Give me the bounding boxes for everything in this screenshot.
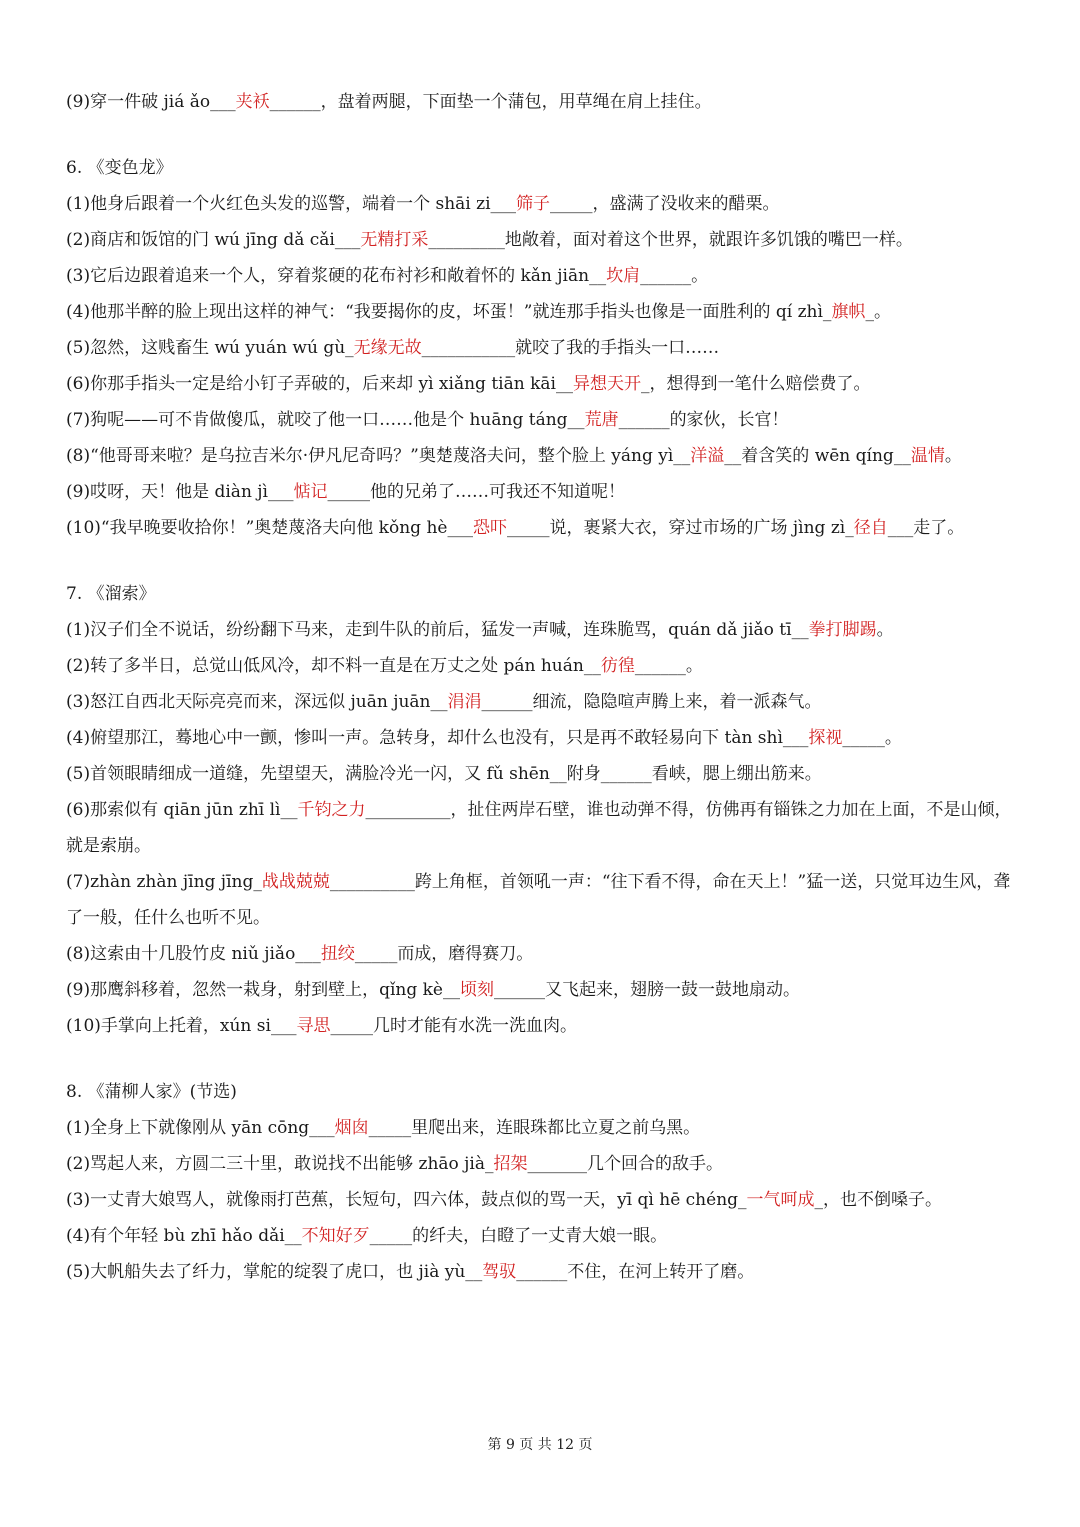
exercise-item: (2)商店和饭馆的门 wú jīng dǎ cǎi___无精打采_________地敞着，面对着这个世界，就跟许多饥饿的嘴巴一样。 bbox=[66, 230, 913, 250]
exercise-item: (6)那索似有 qiān jūn zhī lì__千钧之力__________，扯住两岸石壁，谁也动弹不得，仿佛再有锱铢之力加在上面，不是山倾，就是索崩。 bbox=[66, 800, 1012, 856]
section-title: 6. 《变色龙》 bbox=[66, 158, 173, 178]
answer-text: 招架 bbox=[493, 1154, 528, 1174]
exercise-item: (3)一丈青大娘骂人，就像雨打芭蕉，长短句，四六体，鼓点似的骂一天，yī qì hē chéng_一气呵成_，也不倒嗓子。 bbox=[66, 1190, 943, 1210]
page-footer: 第 9 页 共 12 页 bbox=[487, 1437, 593, 1453]
answer-text: 顷刻 bbox=[460, 980, 494, 1000]
answer-text: 彷徨 bbox=[600, 656, 635, 676]
answer-text: 战战兢兢 bbox=[261, 872, 330, 892]
answer-text: 温情 bbox=[910, 446, 945, 466]
answer-text: 拳打脚踢 bbox=[808, 620, 877, 640]
answer-text: 惦记 bbox=[293, 482, 328, 502]
answer-text: 扭绞 bbox=[320, 944, 355, 964]
section-title: 8. 《蒲柳人家》(节选) bbox=[66, 1082, 237, 1102]
exercise-item: (1)汉子们全不说话，纷纷翻下马来，走到牛队的前后，猛发一声喊，连珠脆骂，quán dǎ jiǎo tī__拳打脚踢。 bbox=[66, 620, 894, 640]
section bbox=[66, 576, 1018, 1044]
exercise-item: (5)忽然，这贱畜生 wú yuán wú gù_无缘无故___________就咬了我的手指头一口…… bbox=[66, 338, 720, 358]
exercise-item: (1)他身后跟着一个火红色头发的巡警，端着一个 shāi zi___筛子_____，盛满了没收来的醋栗。 bbox=[66, 194, 780, 214]
exercise-item: (9)穿一件破 jiá ǎo___夹袄______，盘着两腿，下面垫一个蒲包，用草绳在肩上挂住。 bbox=[66, 92, 712, 112]
exercise-item: (3)它后边跟着追来一个人，穿着浆硬的花布衬衫和敞着怀的 kǎn jiān__坎肩______。 bbox=[66, 266, 709, 286]
answer-text: 无精打采 bbox=[360, 230, 429, 250]
exercise-item: (5)大帆船失去了纤力，掌舵的绽裂了虎口，也 jià yù__驾驭______不住，在河上转开了磨。 bbox=[66, 1262, 755, 1282]
exercise-item: (5)首领眼睛细成一道缝，先望望天，满脸冷光一闪，又 fǔ shēn__附身______看峡，腮上绷出筋来。 bbox=[66, 764, 822, 784]
exercise-item: (9)哎呀，天！他是 diàn jì___惦记_____他的兄弟了……可我还不知道呢！ bbox=[66, 482, 625, 502]
section-title: 7. 《溜索》 bbox=[66, 584, 156, 604]
exercise-item: (4)他那半醉的脸上现出这样的神气：“我要揭你的皮，坏蛋！”就连那手指头也像是一面胜利的 qí zhì_旗帜_。 bbox=[66, 302, 891, 322]
answer-text: 驾驭 bbox=[482, 1262, 517, 1282]
answer-text: 烟囱 bbox=[334, 1118, 369, 1138]
section bbox=[66, 1074, 1018, 1290]
exercise-item: (4)有个年轻 bù zhī hǎo dǎi__不知好歹_____的纤夫，白瞪了一丈青大娘一眼。 bbox=[66, 1226, 668, 1246]
exercise-item: (8)“他哥哥来啦？是乌拉吉米尔·伊凡尼奇吗？”奥楚蔑洛夫问，整个脸上 yáng yì__洋溢__着含笑的 wēn qíng__温情。 bbox=[66, 446, 962, 466]
answer-text: 无缘无故 bbox=[353, 338, 422, 358]
answer-text: 涓涓 bbox=[447, 692, 482, 712]
content-area bbox=[66, 84, 1018, 1290]
answer-text: 一气呵成 bbox=[746, 1190, 815, 1210]
exercise-item: (4)俯望那江，蓦地心中一颤，惨叫一声。急转身，却什么也没有，只是再不敢轻易向下 tàn shì___探视_____。 bbox=[66, 728, 902, 748]
exercise-item: (8)这索由十几股竹皮 niǔ jiǎo___扭绞_____而成，磨得赛刀。 bbox=[66, 944, 534, 964]
answer-text: 异想天开 bbox=[572, 374, 641, 394]
exercise-item: (3)怒江自西北天际亮亮而来，深远似 juān juān__涓涓______细流，隐隐喧声腾上来，着一派森气。 bbox=[66, 692, 822, 712]
answer-text: 不知好歹 bbox=[301, 1226, 370, 1246]
answer-text: 洋溢 bbox=[690, 446, 725, 466]
answer-text: 恐吓 bbox=[472, 518, 507, 538]
exercise-item: (10)“我早晚要收拾你！”奥楚蔑洛夫向他 kǒng hè___恐吓_____说，裹紧大衣，穿过市场的广场 jìng zì_径自___走了。 bbox=[66, 518, 965, 538]
answer-text: 坎肩 bbox=[606, 266, 641, 286]
exercise-item: (9)那鹰斜移着，忽然一栽身，射到壁上，qǐng kè__顷刻______又飞起来，翅膀一鼓一鼓地扇动。 bbox=[66, 980, 800, 1000]
answer-text: 径自 bbox=[853, 518, 888, 538]
answer-text: 千钧之力 bbox=[297, 800, 366, 820]
answer-text: 旗帜 bbox=[831, 302, 866, 322]
sections-container bbox=[66, 150, 1018, 1290]
section bbox=[66, 150, 1018, 546]
exercise-item: (1)全身上下就像刚从 yān cōng___烟囱_____里爬出来，连眼珠都比立夏之前乌黑。 bbox=[66, 1118, 701, 1138]
answer-text: 探视 bbox=[808, 728, 843, 748]
exercise-item: (7)zhàn zhàn jīng jīng_战战兢兢__________跨上角框，首领吼一声：“往下看不得，命在天上！”猛一送，只觉耳边生风，聋了一般，任什么也听不见。 bbox=[66, 872, 1011, 928]
exercise-item: (2)骂起人来，方圆二三十里，敢说找不出能够 zhāo jià_招架_______几个回合的敌手。 bbox=[66, 1154, 724, 1174]
answer-text: 荒唐 bbox=[584, 410, 619, 430]
exercise-item: (7)狗呢——可不肯做傻瓜，就咬了他一口……他是个 huāng táng__荒唐______的家伙，长官！ bbox=[66, 410, 789, 430]
exercise-item: (2)转了多半日，总觉山低风冷，却不料一直是在万丈之处 pán huán__彷徨______。 bbox=[66, 656, 703, 676]
exercise-item: (6)你那手指头一定是给小钉子弄破的，后来却 yì xiǎng tiān kāi__异想天开_，想得到一笔什么赔偿费了。 bbox=[66, 374, 871, 394]
answer-text: 寻思 bbox=[296, 1016, 331, 1036]
answer-text: 夹袄 bbox=[235, 92, 270, 112]
answer-text: 筛子 bbox=[516, 194, 551, 214]
exercise-item: (10)手掌向上托着，xún si___寻思_____几时才能有水洗一洗血肉。 bbox=[66, 1016, 577, 1036]
